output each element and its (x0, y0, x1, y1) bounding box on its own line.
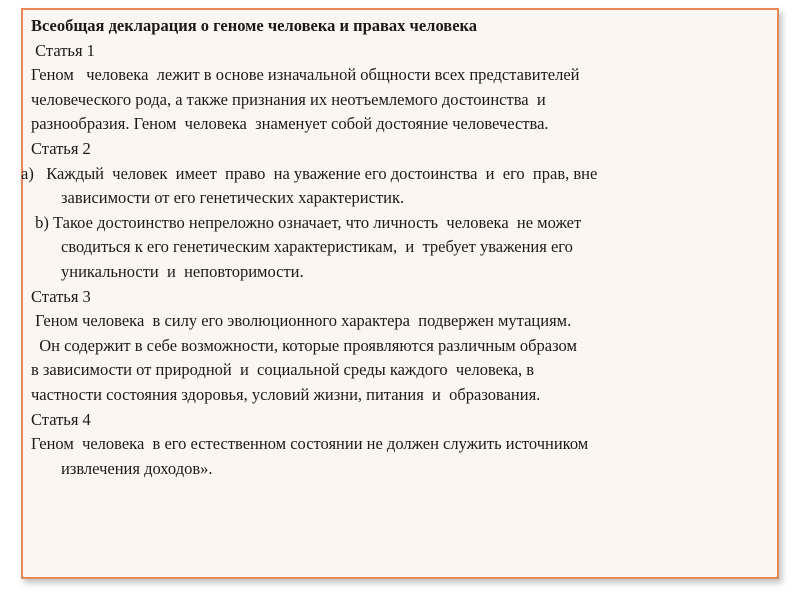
article-4-line-1: Геном человека в его естественном состоянии не должен служить источником (31, 434, 589, 454)
article-3-line-3: в зависимости от природной и социальной среды каждого человека, в (31, 360, 535, 380)
article-2-item-b-line-1: b) Такое достоинство непреложно означает, что личность человека не может (31, 212, 582, 232)
document-title: Всеобщая декларация о геноме человека и правах человека (31, 16, 478, 35)
article-3-line-2: Он содержит в себе возможности, которые проявляются различным образом (31, 335, 577, 355)
article-2-heading: Статья 2 (31, 138, 91, 158)
article-1-line-3: разнообразия. Геном человека знаменует собой достояние человечества. (31, 114, 549, 134)
article-2-item-a-line-2: зависимости от его генетических характеристик. (61, 188, 405, 208)
document-body (21, 14, 761, 481)
article-4-line-2: извлечения доходов». (61, 458, 213, 478)
article-1-heading: Статья 1 (31, 40, 95, 60)
article-1-line-1: Геном человека лежит в основе изначальной общности всех представителей (31, 65, 580, 85)
article-3-line-4: частности состояния здоровья, условий жизни, питания и образования. (31, 384, 541, 404)
article-3-heading: Статья 3 (31, 286, 91, 306)
article-3-line-1: Геном человека в силу его эволюционного характера подвержен мутациям. (31, 311, 572, 331)
article-1-line-2: человеческого рода, а также признания их неотъемлемого достоинства и (31, 89, 546, 109)
article-2-item-a-line-1: a) Каждый человек имеет право на уважение его достоинства и его прав, вне (21, 163, 598, 183)
article-2-item-b-line-3: уникальности и неповторимости. (61, 261, 304, 281)
article-2-item-b-line-2: сводиться к его генетическим характеристикам, и требует уважения его (61, 237, 573, 257)
article-4-heading: Статья 4 (31, 409, 91, 429)
